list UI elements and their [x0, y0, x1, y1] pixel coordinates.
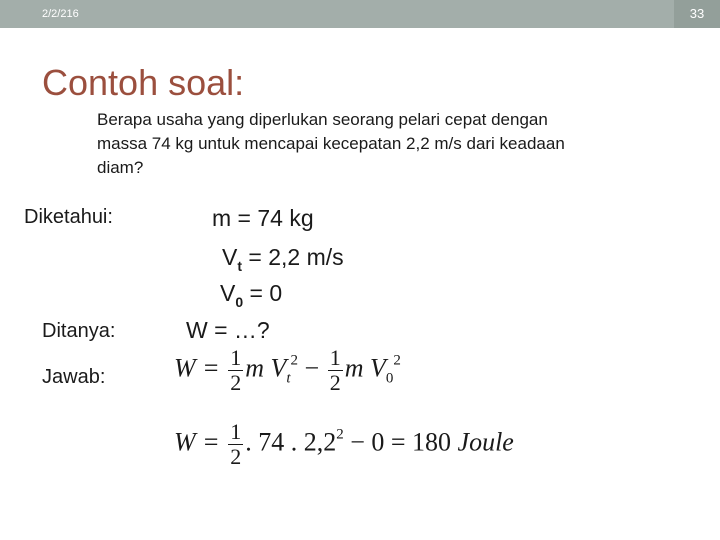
known-label: Diketahui:: [24, 206, 113, 228]
known-initial-velocity: $V_0 = 0$: [220, 280, 283, 310]
slide-number: 33: [674, 0, 720, 28]
known-mass: m = 74 kg: [212, 205, 314, 231]
header-bar: [0, 0, 720, 28]
known-final-velocity: $V_t = 2,2$ m/s: [222, 244, 344, 274]
asked-label: Ditanya:: [42, 320, 116, 342]
work-formula: W = $\frac{1}{2}$ m $V_t^2$ − $\frac{1}{2}$ m $V_0^2$: [174, 345, 401, 395]
fraction-half: $\frac{1}{2}$: [230, 419, 242, 469]
slide-title: Contoh soal:: [42, 62, 245, 103]
fraction-half: $\frac{1}{2}$: [329, 345, 341, 395]
asked-work: W = …?: [186, 317, 270, 343]
fraction-half: $\frac{1}{2}$: [230, 345, 242, 395]
slide-date: 2/2/216: [42, 8, 79, 20]
answer-label: Jawab:: [42, 366, 106, 388]
work-calculation: W = $\frac{1}{2}$ . 74 . $2,2^2 - 0 = 180$ Joule: [174, 419, 514, 469]
question-text: Berapa usaha yang diperlukan seorang pelari cepat dengan massa 74 kg untuk mencapai kecepatan 2,2 m/s dari keadaan diam?: [97, 110, 565, 177]
